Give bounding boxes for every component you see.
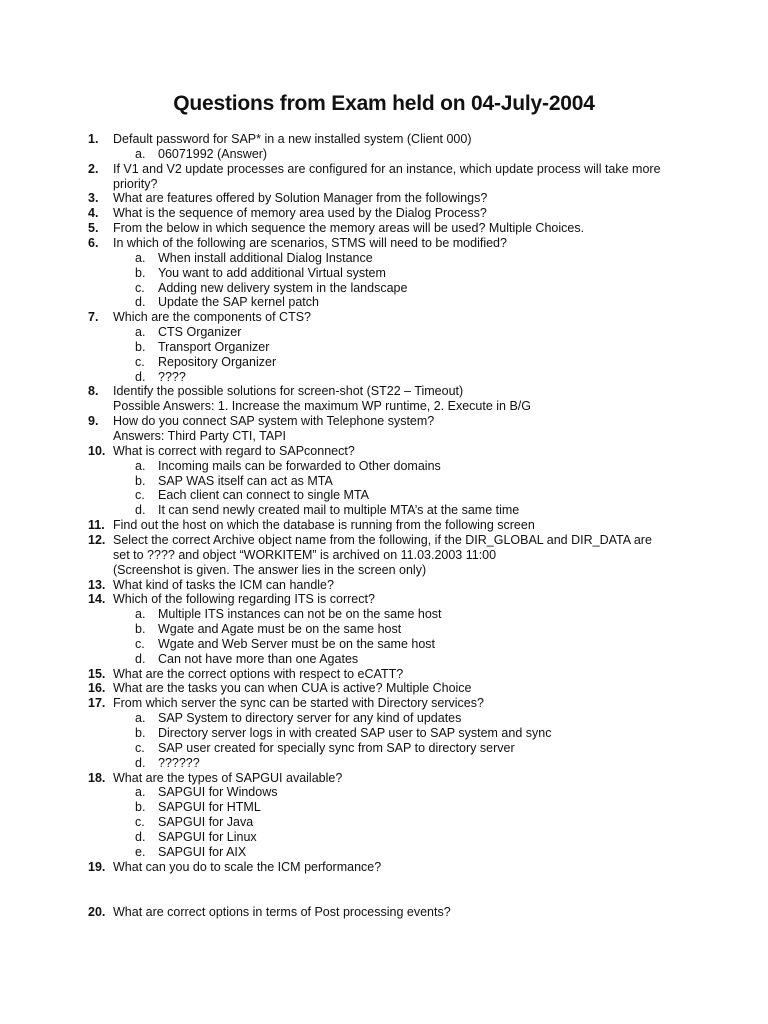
option-label: d. bbox=[135, 503, 146, 518]
question-text: If V1 and V2 update processes are configured for an instance, which update process will take more bbox=[113, 161, 661, 176]
option-label: c. bbox=[135, 815, 145, 830]
question-text: From which server the sync can be started with Directory services? bbox=[113, 696, 484, 711]
option-text: SAPGUI for AIX bbox=[158, 844, 247, 859]
option-text: SAPGUI for Linux bbox=[158, 829, 257, 844]
question-text: priority? bbox=[113, 176, 158, 191]
option-text: CTS Organizer bbox=[158, 325, 242, 340]
option-label: b. bbox=[135, 265, 146, 280]
option-text: SAP WAS itself can act as MTA bbox=[158, 473, 333, 488]
option-text: ?????? bbox=[158, 755, 200, 770]
question-text: What is correct with regard to SAPconnect? bbox=[113, 443, 355, 458]
question-text: What are the tasks you can when CUA is active? Multiple Choice bbox=[113, 681, 472, 696]
question-text: What are features offered by Solution Manager from the followings? bbox=[113, 191, 488, 206]
question-text: In which of the following are scenarios, STMS will need to be modified? bbox=[113, 235, 507, 250]
question-number: 13. bbox=[88, 577, 106, 592]
option-label: a. bbox=[135, 325, 146, 340]
question-number: 12. bbox=[88, 532, 106, 547]
option-text: Update the SAP kernel patch bbox=[158, 295, 319, 310]
question-text: set to ???? and object “WORKITEM” is archived on 11.03.2003 11:00 bbox=[113, 547, 497, 562]
question-text: What are the correct options with respect to eCATT? bbox=[113, 666, 404, 681]
option-text: Repository Organizer bbox=[158, 354, 277, 369]
option-text: It can send newly created mail to multiple MTA’s at the same time bbox=[158, 503, 520, 518]
question-number: 11. bbox=[88, 518, 105, 533]
question-text: Which are the components of CTS? bbox=[113, 310, 312, 325]
option-text: Each client can connect to single MTA bbox=[158, 488, 369, 503]
option-text: 06071992 (Answer) bbox=[158, 146, 268, 161]
option-label: d. bbox=[135, 651, 146, 666]
option-label: b. bbox=[135, 726, 146, 740]
option-text: Incoming mails can be forwarded to Other domains bbox=[158, 458, 441, 473]
option-text: Can not have more than one Agates bbox=[158, 651, 359, 666]
option-text: SAP user created for specially sync from SAP to directory server bbox=[158, 740, 515, 755]
option-label: a. bbox=[135, 250, 146, 265]
question-number: 17. bbox=[88, 696, 106, 711]
option-text: ???? bbox=[158, 369, 186, 384]
question-text: What are the types of SAPGUI available? bbox=[113, 770, 343, 785]
question-text: Which of the following regarding ITS is correct? bbox=[113, 592, 375, 607]
option-text: Wgate and Agate must be on the same host bbox=[158, 622, 402, 637]
option-label: b. bbox=[135, 622, 146, 637]
option-label: d. bbox=[135, 829, 146, 844]
option-text: SAP System to directory server for any kind of updates bbox=[158, 711, 462, 726]
option-label: a. bbox=[135, 785, 146, 800]
question-number: 20. bbox=[88, 904, 106, 919]
option-label: b. bbox=[135, 473, 146, 488]
option-label: c. bbox=[135, 280, 145, 295]
option-label: d. bbox=[135, 295, 146, 310]
option-text: SAPGUI for HTML bbox=[158, 800, 261, 815]
question-number: 8. bbox=[88, 384, 99, 399]
question-text: Select the correct Archive object name from the following, if the DIR_GLOBAL and DIR_DATA are bbox=[113, 532, 652, 547]
option-label: a. bbox=[135, 607, 146, 622]
question-text: Default password for SAP* in a new installed system (Client 000) bbox=[113, 132, 472, 146]
question-number: 6. bbox=[88, 235, 99, 250]
question-text: What kind of tasks the ICM can handle? bbox=[113, 577, 334, 592]
option-text: Transport Organizer bbox=[158, 339, 270, 354]
option-text: Multiple ITS instances can not be on the same host bbox=[158, 607, 442, 622]
question-text: Possible Answers: 1. Increase the maximum WP runtime, 2. Execute in B/G bbox=[113, 399, 531, 414]
question-text: What are correct options in terms of Post processing events? bbox=[113, 904, 451, 919]
option-label: a. bbox=[135, 146, 146, 161]
question-number: 4. bbox=[88, 206, 99, 221]
question-text: What is the sequence of memory area used by the Dialog Process? bbox=[113, 206, 487, 221]
option-label: c. bbox=[135, 354, 145, 369]
option-label: c. bbox=[135, 636, 145, 651]
question-text: Identify the possible solutions for screen-shot (ST22 – Timeout) bbox=[113, 384, 464, 399]
question-text: Find out the host on which the database is running from the following screen bbox=[113, 518, 535, 533]
option-label: d. bbox=[135, 369, 146, 384]
question-number: 18. bbox=[88, 770, 106, 785]
question-number: 9. bbox=[88, 414, 99, 429]
option-text: You want to add additional Virtual system bbox=[158, 265, 386, 280]
question-number: 19. bbox=[88, 859, 106, 874]
question-number: 3. bbox=[88, 191, 99, 206]
question-number: 14. bbox=[88, 592, 106, 607]
option-text: Directory server logs in with created SAP user to SAP system and sync bbox=[158, 726, 552, 740]
option-label: b. bbox=[135, 800, 146, 815]
question-number: 5. bbox=[88, 221, 99, 236]
question-number: 15. bbox=[88, 666, 106, 681]
option-text: Adding new delivery system in the landscape bbox=[158, 280, 408, 295]
option-label: b. bbox=[135, 339, 146, 354]
option-label: c. bbox=[135, 488, 145, 503]
option-text: When install additional Dialog Instance bbox=[158, 250, 373, 265]
option-label: a. bbox=[135, 458, 146, 473]
question-number: 10. bbox=[88, 443, 106, 458]
question-text: From the below in which sequence the memory areas will be used? Multiple Choices. bbox=[113, 221, 585, 236]
question-number: 16. bbox=[88, 681, 106, 696]
option-label: c. bbox=[135, 740, 145, 755]
question-text: (Screenshot is given. The answer lies in the screen only) bbox=[113, 562, 427, 577]
question-text: How do you connect SAP system with Telephone system? bbox=[113, 414, 435, 429]
question-number: 2. bbox=[88, 161, 99, 176]
option-text: SAPGUI for Windows bbox=[158, 785, 278, 800]
option-label: d. bbox=[135, 755, 146, 770]
question-text: Answers: Third Party CTI, TAPI bbox=[113, 429, 286, 443]
option-label: e. bbox=[135, 844, 146, 859]
question-number: 1. bbox=[88, 132, 99, 146]
question-text: What can you do to scale the ICM performance? bbox=[113, 859, 382, 874]
option-text: SAPGUI for Java bbox=[158, 815, 254, 830]
question-number: 7. bbox=[88, 310, 99, 325]
page-title: Questions from Exam held on 04-July-2004 bbox=[173, 92, 595, 115]
option-text: Wgate and Web Server must be on the same host bbox=[158, 636, 435, 651]
option-label: a. bbox=[135, 711, 146, 726]
